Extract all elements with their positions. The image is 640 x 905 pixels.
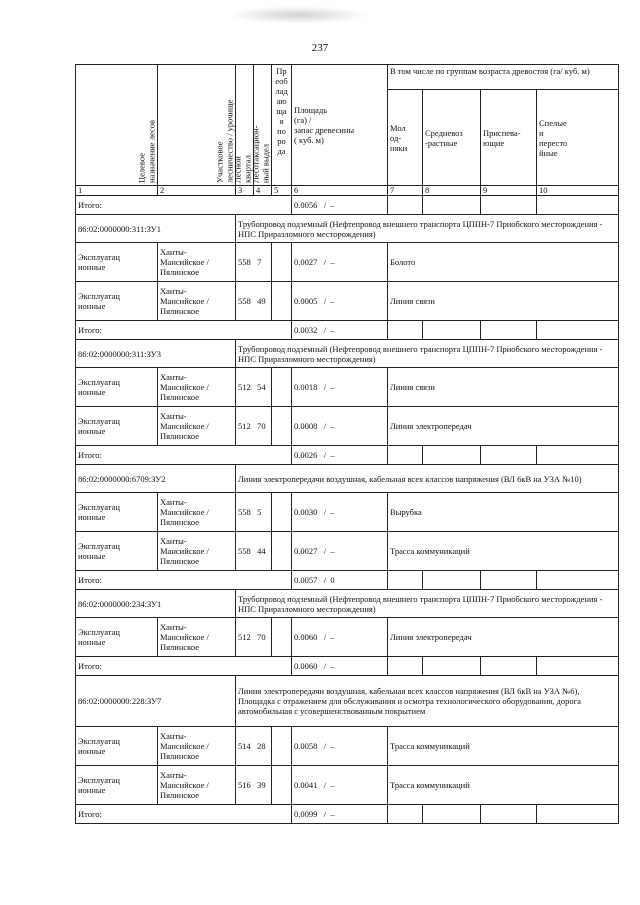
object-description: Трубопровод подземный (Нефтепровод внешнего транспорта ЦППН-7 Приобского месторождения - НПС Приразломного месторождения) (236, 590, 619, 618)
area-cell: 0.0018 / – (292, 368, 388, 407)
forestry-cell: Ханты- Мансийское / Пялинское (158, 618, 236, 657)
forestry-cell: Ханты- Мансийское / Пялинское (158, 368, 236, 407)
col-number: 2 (158, 186, 236, 196)
total-area: 0.0032 / – (292, 321, 388, 340)
col-number: 9 (481, 186, 537, 196)
object-description: Трубопровод подземный (Нефтепровод внешнего транспорта ЦППН-7 Приобского месторождения - НПС Приразломного месторождения) (236, 215, 619, 243)
col-number: 7 (388, 186, 423, 196)
forestry-cell: Ханты- Мансийское / Пялинское (158, 532, 236, 571)
section-header (76, 590, 619, 618)
total-label: Итого: (76, 805, 292, 824)
note-cell: Линия связи (388, 282, 619, 321)
quarter-cell: 514 28 (236, 727, 272, 766)
total-row (76, 805, 619, 824)
section-header (76, 340, 619, 368)
note-cell: Трасса коммуникаций (388, 727, 619, 766)
cadastral-code: 86:02:0000000:6709:ЗУ2 (76, 465, 236, 493)
forestry-cell: Ханты- Мансийское / Пялинское (158, 243, 236, 282)
table-row (76, 532, 619, 571)
area-cell: 0.0008 / – (292, 407, 388, 446)
purpose-cell: Эксплуатац ионные (76, 618, 158, 657)
total-label: Итого: (76, 446, 292, 465)
total-row (76, 321, 619, 340)
cadastral-code: 86:02:0000000:311:ЗУ3 (76, 340, 236, 368)
total-label: Итого: (76, 571, 292, 590)
scan-smudge (228, 6, 368, 24)
header-species: Пр еоб лад аю ща я по ро да (272, 65, 292, 186)
col-number: 8 (423, 186, 481, 196)
total-row (76, 446, 619, 465)
note-cell: Трасса коммуникаций (388, 766, 619, 805)
col-number: 3 (236, 186, 254, 196)
note-cell: Линия электропередач (388, 407, 619, 446)
object-description: Линия электропередачи воздушная, кабельная всех классов напряжения (ВЛ 6кВ на УЗА №6), Площадка с отражением для обслуживания и осмотра технологического оборудования, дорога автомобильная с усовершенствованным покрытием (236, 676, 619, 727)
quarter-cell: 558 5 (236, 493, 272, 532)
header-maturing: Приспева- ющие (481, 90, 537, 186)
area-cell: 0.0041 / – (292, 766, 388, 805)
area-cell: 0.0027 / – (292, 532, 388, 571)
forestry-cell: Ханты- Мансийское / Пялинское (158, 727, 236, 766)
total-area: 0.0056 / – (292, 196, 388, 215)
total-label: Итого: (76, 196, 292, 215)
purpose-cell: Эксплуатац ионные (76, 493, 158, 532)
purpose-cell: Эксплуатац ионные (76, 766, 158, 805)
note-cell: Линия электропередач (388, 618, 619, 657)
note-cell: Болото (388, 243, 619, 282)
col-number: 10 (537, 186, 619, 196)
purpose-cell: Эксплуатац ионные (76, 282, 158, 321)
page-number: 237 (311, 42, 329, 54)
table-row (76, 282, 619, 321)
purpose-cell: Эксплуатац ионные (76, 368, 158, 407)
quarter-cell: 558 44 (236, 532, 272, 571)
area-cell: 0.0058 / – (292, 727, 388, 766)
column-numbers-row (76, 186, 619, 196)
col-number: 4 (254, 186, 272, 196)
note-cell: Вырубка (388, 493, 619, 532)
header-mature: Спелые и пересто йные (537, 90, 619, 186)
header-row (76, 65, 619, 90)
note-cell: Трасса коммуникаций (388, 532, 619, 571)
cadastral-code: 86:02:0000000:311:ЗУ1 (76, 215, 236, 243)
forest-table (75, 64, 619, 824)
forestry-cell: Ханты- Мансийское / Пялинское (158, 493, 236, 532)
section-header (76, 215, 619, 243)
section-header (76, 676, 619, 727)
table-row (76, 766, 619, 805)
table-row (76, 368, 619, 407)
purpose-cell: Эксплуатац ионные (76, 243, 158, 282)
header-young: Мол од- няки (388, 90, 423, 186)
purpose-cell: Эксплуатац ионные (76, 727, 158, 766)
quarter-cell: 512 70 (236, 618, 272, 657)
header-plot: Лесотаксацион- ный выдел (254, 65, 272, 186)
total-area: 0.0057 / 0 (292, 571, 388, 590)
forestry-cell: Ханты- Мансийское / Пялинское (158, 407, 236, 446)
total-label: Итого: (76, 321, 292, 340)
area-cell: 0.0030 / – (292, 493, 388, 532)
table-row (76, 727, 619, 766)
table-row (76, 493, 619, 532)
quarter-cell: 558 7 (236, 243, 272, 282)
total-area: 0.0099 / – (292, 805, 388, 824)
total-row (76, 196, 619, 215)
area-cell: 0.0060 / – (292, 618, 388, 657)
table-row (76, 618, 619, 657)
forestry-cell: Ханты- Мансийское / Пялинское (158, 766, 236, 805)
object-description: Линия электропередачи воздушная, кабельная всех классов напряжения (ВЛ 6кВ на УЗА №10) (236, 465, 619, 493)
total-row (76, 657, 619, 676)
header-age-groups: В том числе по группам возраста древостоя (га/ куб. м) (388, 65, 619, 90)
header-forestry: Участковое лесничество / урочище (158, 65, 236, 186)
section-header (76, 465, 619, 493)
forestry-cell: Ханты- Мансийское / Пялинское (158, 282, 236, 321)
quarter-cell: 558 49 (236, 282, 272, 321)
cadastral-code: 86:02:0000000:234:ЗУ1 (76, 590, 236, 618)
header-quarter: Лесной квартал (236, 65, 254, 186)
header-purpose: Целевое назначение лесов (76, 65, 158, 186)
table-row (76, 407, 619, 446)
col-number: 6 (292, 186, 388, 196)
col-number: 1 (76, 186, 158, 196)
quarter-cell: 516 39 (236, 766, 272, 805)
purpose-cell: Эксплуатац ионные (76, 407, 158, 446)
area-cell: 0.0027 / – (292, 243, 388, 282)
total-area: 0.0026 / – (292, 446, 388, 465)
total-label: Итого: (76, 657, 292, 676)
quarter-cell: 512 70 (236, 407, 272, 446)
total-area: 0.0060 / – (292, 657, 388, 676)
header-area: Площадь (га) / запас древесины ( куб. м) (292, 65, 388, 186)
total-row (76, 571, 619, 590)
note-cell: Линия связи (388, 368, 619, 407)
header-middle: Средневоз -растные (423, 90, 481, 186)
area-cell: 0.0005 / – (292, 282, 388, 321)
quarter-cell: 512 54 (236, 368, 272, 407)
purpose-cell: Эксплуатац ионные (76, 532, 158, 571)
table-row (76, 243, 619, 282)
cadastral-code: 86:02:0000000:228:ЗУ7 (76, 676, 236, 727)
col-number: 5 (272, 186, 292, 196)
object-description: Трубопровод подземный (Нефтепровод внешнего транспорта ЦППН-7 Приобского месторождения - НПС Приразломного месторождения) (236, 340, 619, 368)
